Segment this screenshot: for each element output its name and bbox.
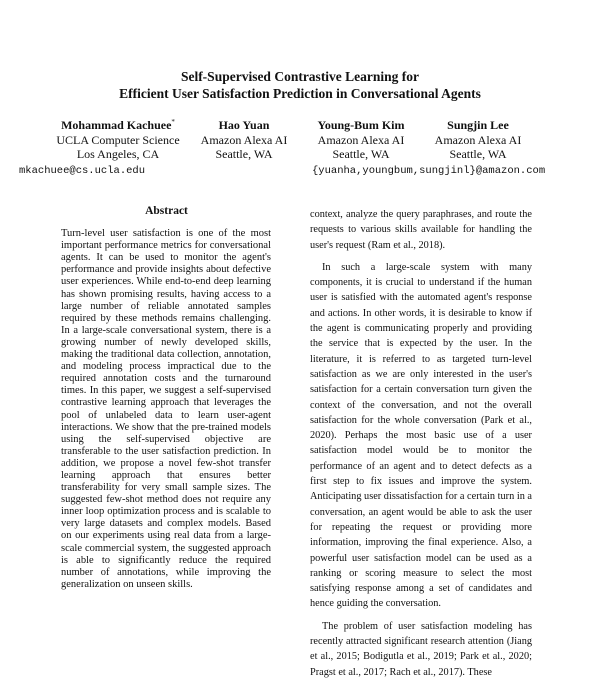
author-location: Seattle, WA bbox=[332, 147, 390, 161]
right-column bbox=[310, 207, 532, 687]
body-paragraph-3: The problem of user satisfaction modeling has recently attracted significant research attention (Jiang et al., 2015; Bodigutla et al., 2019; Park et al., 2020; Pragst et al., 2017; Rach et al., 2017). These bbox=[310, 620, 532, 678]
author-name: Mohammad Kachuee bbox=[61, 118, 172, 132]
abstract-body: Turn-level user satisfaction is one of the most important performance metrics for conversational agents. It can be used to monitor the agent's performance and provide insights about defective user experiences. While end-to-end deep learning has shown promising results, having access to a large number of reliable annotated samples required by these methods remains challenging. In a large-scale conversational system, there is a growing number of newly developed skills, making the traditional data collection, annotation, and modeling process impractical due to the required annotation costs and the turnaround times. In this paper, we suggest a self-supervised contrastive learning approach that leverages the pool of unlabeled data to learn user-agent interactions. We show that the pre-trained models using the self-supervised objective are transferable to the user satisfaction prediction. In addition, we propose a novel few-shot transfer learning approach that ensures better transferability for very small sample sizes. The suggested few-shot method does not require any inner loop optimization process and is scalable to very large datasets and complex models. Based on our experiments using real data from a large-scale commercial system, the suggested approach is able to significantly reduce the required number of annotations, while improving the generalization on unseen skills. bbox=[61, 228, 271, 590]
author-affiliation: Amazon Alexa AI bbox=[434, 132, 522, 147]
author-name: Sungjin Lee bbox=[447, 118, 509, 132]
author-email-group: {yuanha,youngbum,sungjinl}@amazon.com bbox=[312, 165, 546, 177]
title-line-2: Efficient User Satisfaction Prediction in Conversational Agents bbox=[119, 86, 481, 101]
author-affiliation: UCLA Computer Science bbox=[56, 132, 180, 147]
author-2 bbox=[201, 118, 288, 162]
author-3 bbox=[317, 118, 404, 162]
paper-title bbox=[0, 68, 600, 102]
author-footnote-mark: * bbox=[171, 118, 175, 126]
title-line-1: Self-Supervised Contrastive Learning for bbox=[180, 69, 420, 84]
left-column bbox=[61, 205, 308, 591]
body-paragraph-1: context, analyze the query paraphrases, and route the requests to various skills available for handling the user's request (Ram et al., 2018). bbox=[310, 209, 532, 251]
author-affiliation: Amazon Alexa AI bbox=[200, 132, 288, 147]
body-paragraph-2: In such a large-scale system with many components, it is crucial to understand if the human user is satisfied with the automated agent's response and actions. In other words, it is desirable to know if the agent is communicating properly and providing the service that is expected by the user. In the literature, it is referred to as targeted turn-level satisfaction as we are only interested in the user's satisfaction for a certain conversation turn given the context of the conversation, and not the overall satisfaction for the whole conversation (Park et al., 2020). Perhaps the most basic use of a user satisfaction model would be to monitor the performance of an agent and to detect defects as a first step to fix issues and improve the system. Anticipating user dissatisfaction for a certain turn in a conversation, an agent would be able to ask the user for repeating the request or providing more information, improving the final experience. Also, a powerful user satisfaction model can be used as a ranking or scoring measure to select the most satisfying response among a set of candidates and hence guiding the conversation. bbox=[310, 261, 532, 610]
author-1 bbox=[56, 118, 179, 162]
author-affiliation: Amazon Alexa AI bbox=[317, 132, 405, 147]
author-location: Seattle, WA bbox=[215, 147, 273, 161]
author-email: mkachuee@cs.ucla.edu bbox=[19, 165, 146, 177]
author-name: Young-Bum Kim bbox=[317, 118, 405, 132]
abstract-heading: Abstract bbox=[145, 205, 188, 217]
author-name: Hao Yuan bbox=[218, 118, 270, 132]
author-location: Seattle, WA bbox=[449, 147, 507, 161]
author-block bbox=[0, 118, 600, 178]
author-location: Los Angeles, CA bbox=[76, 147, 160, 161]
author-4 bbox=[435, 118, 522, 162]
